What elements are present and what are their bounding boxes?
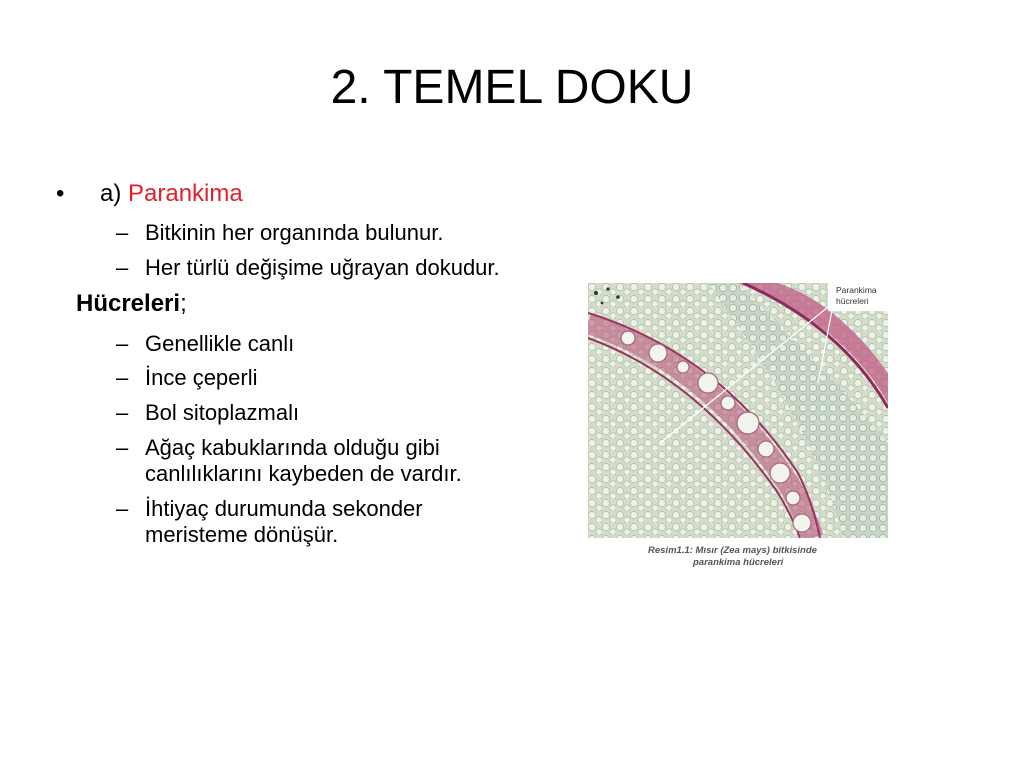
sub-point-text: Bitkinin her organında bulunur. — [145, 220, 444, 246]
dash-glyph: – — [116, 255, 129, 281]
dash-glyph: – — [116, 435, 129, 461]
cell-point-text: Bol sitoplazmalı — [145, 400, 300, 426]
cell-point-text: İhtiyaç durumunda sekonder meristeme dönüşür. — [145, 496, 423, 548]
parankima-term: Parankima — [128, 180, 243, 207]
dash-glyph: – — [116, 220, 129, 246]
cell-point-text: İnce çeperli — [145, 365, 258, 391]
figure-caption — [648, 545, 817, 570]
cell-point-text: Ağaç kabuklarında olduğu gibi canlılıklarını kaybeden de vardır. — [145, 435, 462, 487]
cells-heading — [56, 290, 506, 318]
bullet-parankima — [56, 180, 506, 208]
cell-point-text: Genellikle canlı — [145, 330, 295, 356]
figure-label-line1: Parankima — [836, 285, 877, 295]
cells-heading-suffix: ; — [180, 290, 187, 318]
cell-point — [56, 435, 506, 487]
dash-glyph: – — [116, 400, 129, 426]
cells-heading-text: Hücreleri — [76, 290, 181, 318]
cell-point — [56, 400, 506, 426]
bullet-prefix: a) — [100, 180, 129, 207]
caption-line-1: Resim1.1: Mısır (Zea mays) bitkisinde — [648, 545, 817, 556]
sub-point — [56, 220, 506, 246]
cell-point — [56, 496, 506, 548]
dash-glyph: – — [116, 330, 129, 356]
slide-title: 2. TEMEL DOKU — [330, 61, 694, 114]
dash-glyph: – — [116, 365, 129, 391]
cell-point — [56, 365, 506, 391]
sub-point-text: Her türlü değişime uğrayan dokudur. — [145, 255, 500, 281]
parenchyma-micrograph — [588, 283, 888, 538]
sub-point — [56, 255, 506, 281]
dash-glyph: – — [116, 496, 129, 522]
slide-content — [56, 180, 506, 557]
bullet-dot: • — [56, 180, 65, 207]
caption-line-2: parankima hücreleri — [693, 557, 784, 569]
micrograph-drawing — [588, 283, 888, 538]
figure-label-line2: hücreleri — [836, 296, 869, 306]
cell-point — [56, 331, 506, 357]
